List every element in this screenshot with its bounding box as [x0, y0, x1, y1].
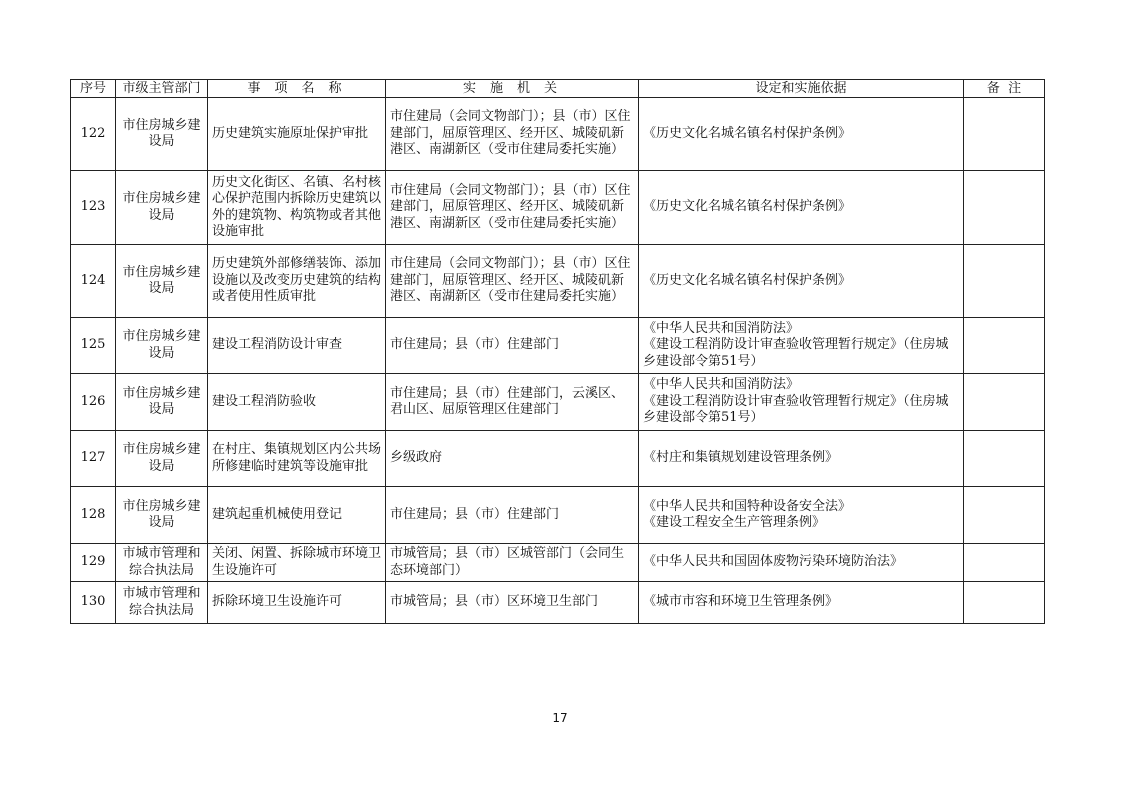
- basis-line: 《中华人民共和国消防法》: [643, 377, 800, 393]
- header-department: 市级主管部门: [116, 80, 208, 98]
- basis-line: 《中华人民共和国消防法》: [643, 320, 800, 336]
- basis-line: 《村庄和集镇规划建设管理条例》: [643, 450, 839, 466]
- approval-items-table: [70, 79, 1045, 624]
- row-no: 127: [71, 431, 116, 487]
- row-agency: 市住建局；县（市）住建部门，云溪区、君山区、屈原管理区住建部门: [386, 374, 639, 431]
- basis-line: 《历史文化名城名镇名村保护条例》: [643, 125, 852, 141]
- header-agency: 实施机关: [386, 80, 639, 98]
- row-remark: [964, 171, 1045, 245]
- row-agency: 乡级政府: [386, 431, 639, 487]
- row-item: 历史建筑外部修缮装饰、添加设施以及改变历史建筑的结构或者使用性质审批: [208, 245, 386, 318]
- row-remark: [964, 582, 1045, 624]
- row-agency: 市城管局；县（市）区城管部门（会同生态环境部门）: [386, 544, 639, 582]
- row-item: 历史文化街区、名镇、名村核心保护范围内拆除历史建筑以外的建筑物、构筑物或者其他设施审批: [208, 171, 386, 245]
- row-department: 市住房城乡建设局: [116, 487, 208, 544]
- row-no: 125: [71, 318, 116, 374]
- row-department: 市住房城乡建设局: [116, 374, 208, 431]
- basis-line: 《历史文化名城名镇名村保护条例》: [643, 272, 852, 288]
- table-row: [71, 318, 1045, 374]
- row-agency: 市住建局；县（市）住建部门: [386, 487, 639, 544]
- row-no: 124: [71, 245, 116, 318]
- row-basis: [639, 487, 964, 544]
- row-basis: [639, 374, 964, 431]
- row-department: 市住房城乡建设局: [116, 431, 208, 487]
- basis-line: 《中华人民共和国固体废物污染环境防治法》: [643, 554, 904, 570]
- row-department: 市城市管理和综合执法局: [116, 544, 208, 582]
- basis-line: 《建设工程安全生产管理条例》: [643, 515, 826, 530]
- basis-line: 《城市市容和环境卫生管理条例》: [643, 594, 839, 610]
- row-basis: [639, 318, 964, 374]
- table-row: [71, 245, 1045, 318]
- row-item: 建设工程消防验收: [208, 374, 386, 431]
- row-remark: [964, 487, 1045, 544]
- row-no: 129: [71, 544, 116, 582]
- header-basis: 设定和实施依据: [639, 80, 964, 98]
- row-no: 128: [71, 487, 116, 544]
- row-agency: 市住建局（会同文物部门）；县（市）区住建部门，屈原管理区、经开区、城陵矶新港区、南湖新区（受市住建局委托实施）: [386, 171, 639, 245]
- row-item: 建设工程消防设计审查: [208, 318, 386, 374]
- row-agency: 市住建局（会同文物部门）；县（市）区住建部门，屈原管理区、经开区、城陵矶新港区、南湖新区（受市住建局委托实施）: [386, 245, 639, 318]
- table-row: [71, 544, 1045, 582]
- row-department: 市住房城乡建设局: [116, 318, 208, 374]
- header-serial-no: 序号: [71, 80, 116, 98]
- row-basis: [639, 544, 964, 582]
- row-no: 126: [71, 374, 116, 431]
- row-no: 122: [71, 98, 116, 171]
- page-number: 17: [552, 711, 568, 725]
- table-row: [71, 431, 1045, 487]
- row-agency: 市住建局（会同文物部门）；县（市）区住建部门，屈原管理区、经开区、城陵矶新港区、南湖新区（受市住建局委托实施）: [386, 98, 639, 171]
- row-remark: [964, 374, 1045, 431]
- basis-line: 《建设工程消防设计审查验收管理暂行规定》（住房城乡建设部令第51号）: [643, 393, 949, 426]
- row-department: 市住房城乡建设局: [116, 245, 208, 318]
- table-row: [71, 98, 1045, 171]
- row-agency: 市城管局；县（市）区环境卫生部门: [386, 582, 639, 624]
- row-remark: [964, 245, 1045, 318]
- row-basis: [639, 171, 964, 245]
- row-basis: [639, 245, 964, 318]
- row-item: 关闭、闲置、拆除城市环境卫生设施许可: [208, 544, 386, 582]
- row-item: 建筑起重机械使用登记: [208, 487, 386, 544]
- row-agency: 市住建局；县（市）住建部门: [386, 318, 639, 374]
- row-remark: [964, 98, 1045, 171]
- row-department: 市住房城乡建设局: [116, 171, 208, 245]
- row-remark: [964, 318, 1045, 374]
- row-item: 拆除环境卫生设施许可: [208, 582, 386, 624]
- header-item-name: 事项名称: [208, 80, 386, 98]
- row-basis: [639, 431, 964, 487]
- row-item: 在村庄、集镇规划区内公共场所修建临时建筑等设施审批: [208, 431, 386, 487]
- basis-line: 《中华人民共和国特种设备安全法》: [643, 498, 852, 514]
- table-row: [71, 374, 1045, 431]
- row-no: 130: [71, 582, 116, 624]
- table-row: [71, 487, 1045, 544]
- row-department: 市城市管理和综合执法局: [116, 582, 208, 624]
- basis-line: 《历史文化名城名镇名村保护条例》: [643, 199, 852, 215]
- table-row: [71, 582, 1045, 624]
- header-remark: 备 注: [964, 80, 1045, 98]
- row-remark: [964, 431, 1045, 487]
- row-basis: [639, 98, 964, 171]
- table-row: [71, 171, 1045, 245]
- row-remark: [964, 544, 1045, 582]
- row-no: 123: [71, 171, 116, 245]
- row-department: 市住房城乡建设局: [116, 98, 208, 171]
- table-header-row: [71, 80, 1045, 98]
- basis-line: 《建设工程消防设计审查验收管理暂行规定》（住房城乡建设部令第51号）: [643, 337, 949, 369]
- row-item: 历史建筑实施原址保护审批: [208, 98, 386, 171]
- row-basis: [639, 582, 964, 624]
